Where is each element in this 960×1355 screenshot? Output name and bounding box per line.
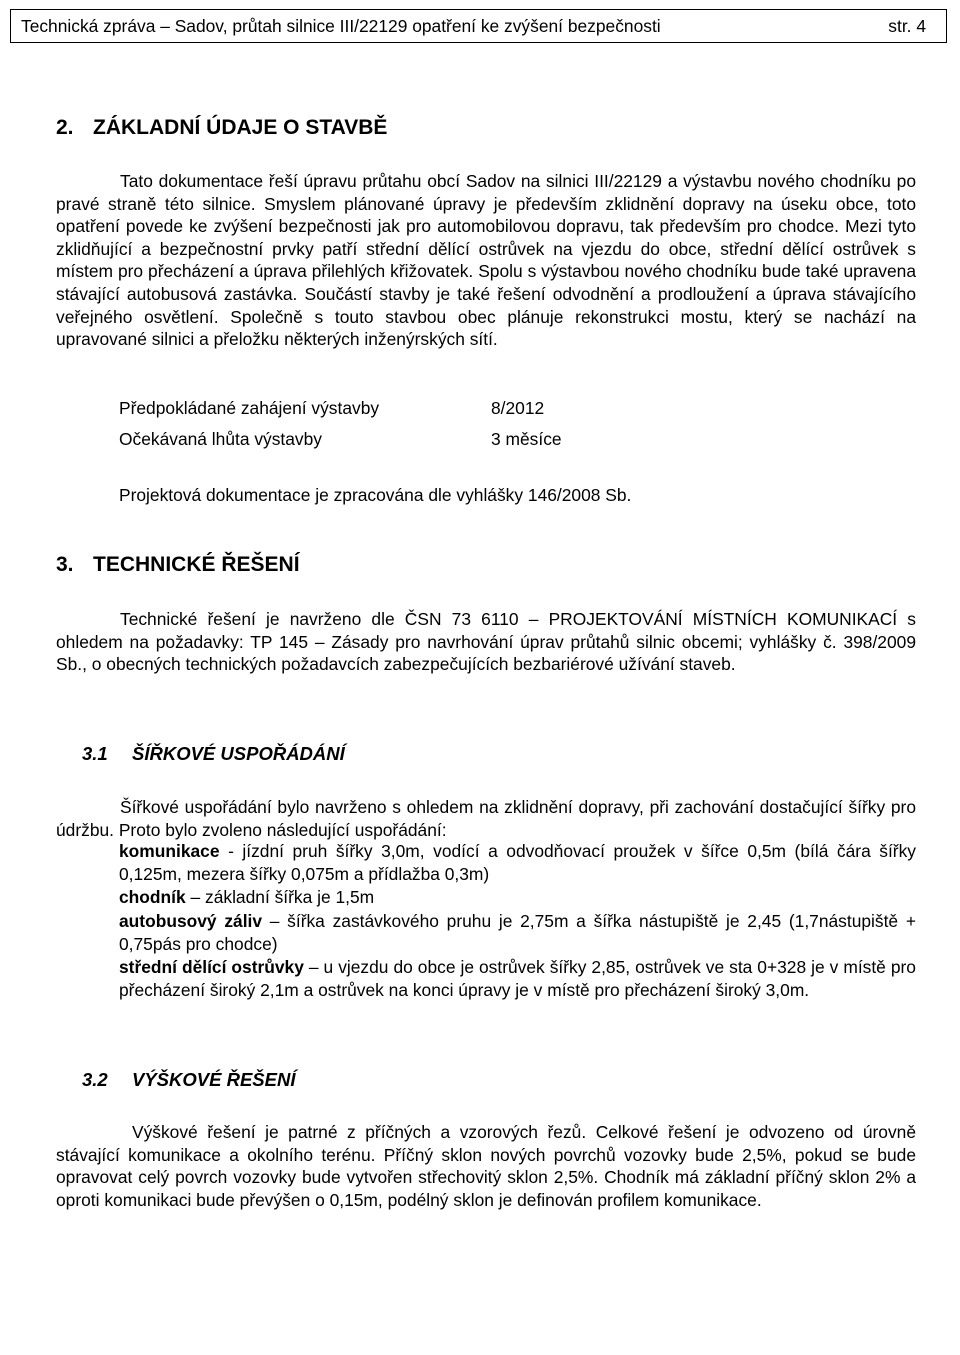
list-item-term: autobusový záliv <box>119 910 263 931</box>
section-2-number: 2. <box>56 116 74 139</box>
section-2-title: ZÁKLADNÍ ÚDAJE O STAVBĚ <box>93 116 388 139</box>
construction-duration-row <box>119 429 562 450</box>
list-item-term: komunikace <box>119 841 220 861</box>
section-3-1-paragraph: Šířkové uspořádání bylo navrženo s ohledem na zklidnění dopravy, při zachování dostačující šířky pro údržbu. Proto bylo zvoleno následující uspořádání: <box>56 797 916 840</box>
list-item-text: - jízdní pruh šířky 3,0m, vodící a odvodňovací proužek v šířce 0,5m (bílá čára šířky 0,125m, mezera šířky 0,075m a přídlažba 0,3m) <box>119 841 916 885</box>
section-2-heading <box>56 116 387 140</box>
page-header <box>10 9 947 43</box>
section-3-number: 3. <box>56 553 74 576</box>
section-3-title: TECHNICKÉ ŘEŠENÍ <box>93 553 300 576</box>
section-3-1-heading <box>82 743 345 765</box>
docs-note: Projektová dokumentace je zpracována dle vyhlášky 146/2008 Sb. <box>119 485 632 505</box>
list-item-term: chodník <box>119 887 186 908</box>
list-item <box>119 910 916 956</box>
section-3-paragraph: Technické řešení je navrženo dle ČSN 73 6110 – PROJEKTOVÁNÍ MÍSTNÍCH KOMUNIKACÍ s ohledem na požadavky: TP 145 – Zásady pro navrhování úprav průtahů silnic obcemi; vyhlášky č. 398/2009 Sb., o obecných technických požadavcích zabezpečujících bezbariérové užívání staveb. <box>56 609 916 675</box>
list-item <box>119 840 916 886</box>
section-3-2-number: 3.2 <box>82 1069 108 1090</box>
section-3-1-number: 3.1 <box>82 743 108 764</box>
section-3-heading <box>56 553 300 577</box>
construction-start-value: 8/2012 <box>491 398 545 418</box>
page-number: str. 4 <box>888 16 926 36</box>
list-item-text: – základní šířka je 1,5m <box>185 887 375 908</box>
list-item-text: – šířka zastávkového pruhu je 2,75m a šířka nástupiště je 2,45 (1,7nástupiště + 0,75pás pro chodce) <box>119 910 916 954</box>
width-layout-list <box>119 840 916 1002</box>
construction-start-row <box>119 398 544 419</box>
list-item-text: – u vjezdu do obce je ostrůvek šířky 2,85, ostrůvek ve sta 0+328 je v místě pro přecházení široký 2,1m a ostrůvek na konci úpravy je v místě pro přecházení široký 3,0m. <box>119 957 916 1001</box>
section-3-1-body <box>56 796 916 841</box>
list-item <box>119 956 916 1002</box>
section-3-2-heading <box>82 1069 295 1091</box>
list-item-term: střední dělící ostrůvky <box>119 957 304 978</box>
header-title: Technická zpráva – Sadov, průtah silnice III/22129 opatření ke zvýšení bezpečnosti <box>21 16 661 36</box>
section-3-2-body <box>56 1121 916 1211</box>
section-3-2-paragraph: Výškové řešení je patrné z příčných a vzorových řezů. Celkové řešení je odvozeno od úrovně stávající komunikace a okolního terénu. Příčný sklon nových povrchů vozovky bude 2,5%, pokud se bude opravovat celý povrch vozovky bude vytvořen střechovitý sklon 2,5%. Chodník má základní příčný sklon 2% a oproti komunikaci bude převýšen o 0,15m, podélný sklon je definován profilem komunikace. <box>56 1122 916 1210</box>
section-3-body <box>56 608 916 676</box>
section-2-paragraph: Tato dokumentace řeší úpravu průtahu obcí Sadov na silnici III/22129 a výstavbu nového chodníku po pravé straně této silnice. Smyslem plánované úpravy je především zklidnění dopravy na úseku obce, toto opatření povede ke zvýšení bezpečnosti jak pro automobilovou dopravu, tak především pro chodce. Mezi tyto zklidňující a bezpečnostní prvky patří střední dělící ostrůvek na vjezdu do obce, střední dělící ostrůvek s místem pro přecházení a úprava přilehlých křižovatek. Spolu s výstavbou nového chodníku bude také upravena stávající autobusová zastávka. Součástí stavby je také řešení odvodnění a prodloužení a úprava stávajícího veřejného osvětlení. Společně s touto stavbou obec plánuje rekonstrukci mostu, který se nachází na upravované silnici a přeložku některých inženýrských sítí. <box>56 171 916 350</box>
construction-start-label: Předpokládané zahájení výstavby <box>119 398 380 418</box>
section-2-body <box>56 170 916 351</box>
section-3-2-title: VÝŠKOVÉ ŘEŠENÍ <box>132 1069 296 1090</box>
construction-duration-value: 3 měsíce <box>491 429 562 449</box>
list-item <box>119 886 916 909</box>
section-3-1-title: ŠÍŘKOVÉ USPOŘÁDÁNÍ <box>132 743 345 764</box>
construction-duration-label: Očekávaná lhůta výstavby <box>119 429 322 449</box>
